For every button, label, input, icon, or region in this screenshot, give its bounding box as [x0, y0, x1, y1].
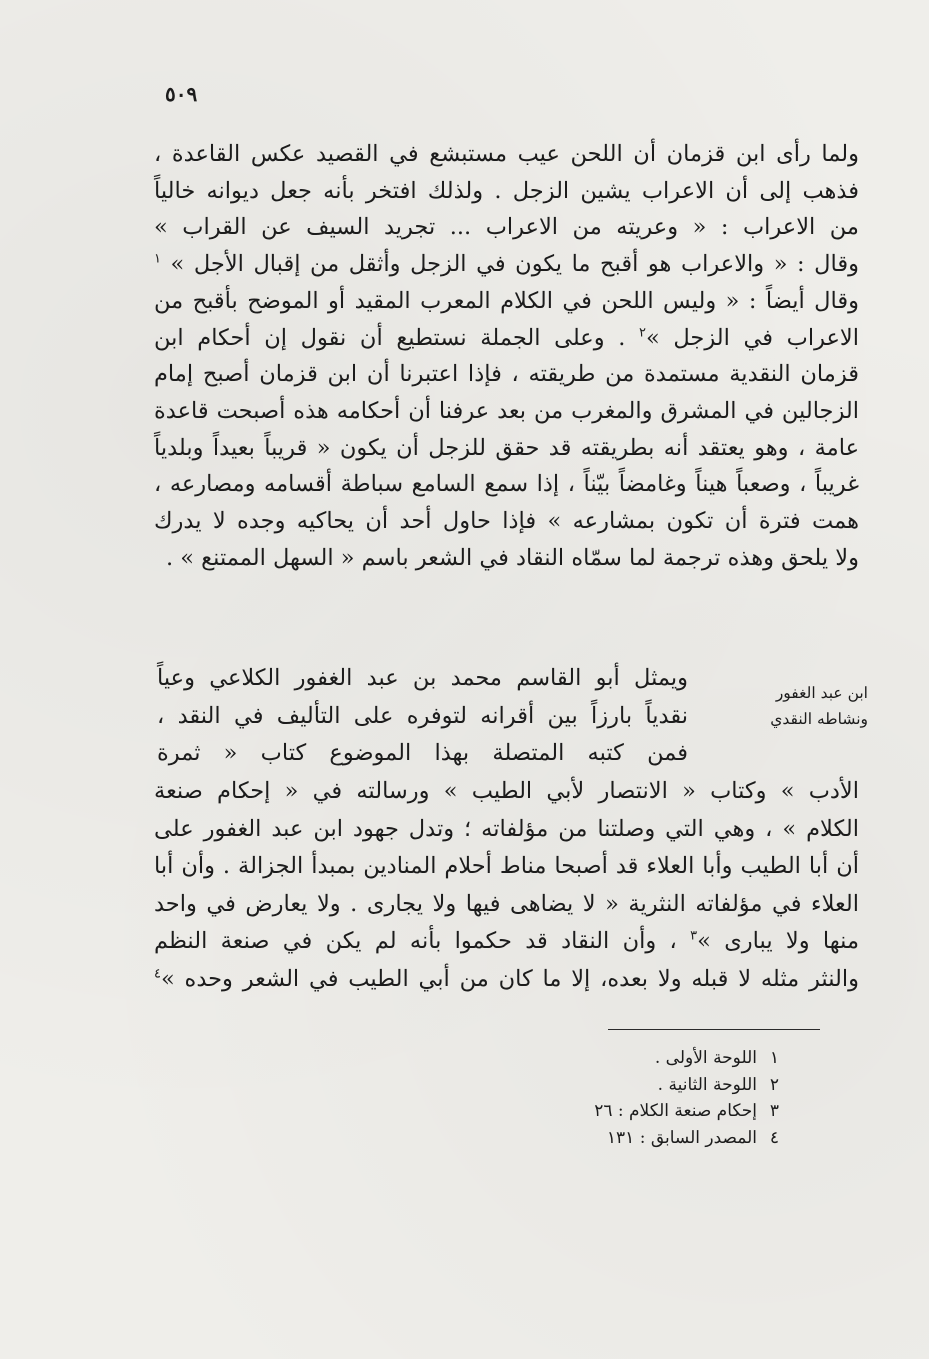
- text-line-with-ref: [154, 923, 859, 961]
- text-line-with-ref: [154, 961, 859, 999]
- paragraph-ibn-abd-al-ghafur-intro: [157, 660, 688, 773]
- footnote-number: ١: [769, 1048, 779, 1068]
- text-line-continuation: ، وأن النقاد قد حكموا بأنه لم يكن في صنعة النظم: [154, 928, 677, 954]
- text-line-with-ref: [154, 320, 859, 357]
- text-line: همت فترة أن تكون بمشارعه » فإذا حاول أحد أن يحاكيه وجده لا يدرك: [154, 508, 859, 535]
- footnote-item: [479, 1125, 779, 1152]
- footnote-text: إحكام صنعة الكلام : ٢٦: [594, 1101, 757, 1121]
- text-line-continuation: . وعلى الجملة نستطيع أن نقول إن أحكام ابن: [154, 324, 626, 351]
- footnote-item: [479, 1072, 779, 1099]
- text-line: منها ولا يبارى »: [697, 928, 859, 954]
- text-line: غريباً ، وصعباً هيناً وغامضاً بيّناً ، إذا سمع السامع سباطة أقسامه ومصارعه ،: [154, 471, 859, 498]
- text-line: الأدب » وكتاب « الانتصار لأبي الطيب » ورسالته في « إحكام صنعة: [154, 778, 859, 804]
- text-line: أن أبا الطيب وأبا العلاء قد أصبحا مناط أحلام المنادين بمبدأ الجزالة . وأن أبا: [154, 853, 859, 879]
- text-line: ويمثل أبو القاسم محمد بن عبد الغفور الكلاعي وعياً: [157, 665, 688, 691]
- paragraph-ibn-quzman: [154, 136, 859, 576]
- text-line: فذهب إلى أن الاعراب يشين الزجل . ولذلك افتخر بأنه جعل ديوانه خالياً: [154, 177, 859, 204]
- footnote-ref-4: ٤: [154, 966, 161, 981]
- footnote-number: ٣: [769, 1101, 779, 1121]
- footnote-item: [479, 1098, 779, 1125]
- footnote-number: ٢: [769, 1074, 779, 1095]
- page-number: ٥٠٩: [165, 82, 198, 106]
- footnote-item: [479, 1045, 779, 1072]
- margin-note: [728, 680, 868, 732]
- text-line: ولا يلحق وهذه ترجمة لما سمّاه النقاد في الشعر باسم « السهل الممتنع » .: [165, 544, 859, 571]
- margin-note-line: ابن عبد الغفور: [775, 684, 868, 702]
- text-line: ولما رأى ابن قزمان أن اللحن عيب مستبشع في القصيد عكس القاعدة ،: [154, 141, 859, 167]
- text-line: نقدياً بارزاً بين أقرانه لتوفره على التأليف في النقد ،: [157, 702, 688, 729]
- footnote-text: اللوحة الأولى .: [654, 1048, 757, 1068]
- text-line: عامة ، وهو يعتقد أنه بطريقته قد حقق للزجل أن يكون « قريباً بعيداً وبلدياً: [154, 434, 859, 461]
- footnote-ref-3: ٣: [690, 928, 698, 944]
- footnote-ref-1: ١: [154, 251, 161, 267]
- footnotes: [479, 1045, 779, 1151]
- text-line: والنثر مثله لا قبله ولا بعده، إلا ما كان من أبي الطيب في الشعر وحده »: [160, 965, 859, 992]
- text-line: الاعراب في الزجل »: [646, 324, 859, 351]
- text-line: العلاء في مؤلفاته النثرية « لا يضاهى فيها ولا يجارى . ولا يعارض في واحد: [154, 890, 859, 917]
- text-line: قزمان النقدية مستمدة من طريقته ، فإذا اعتبرنا أن ابن قزمان أصبح إمام: [154, 361, 859, 388]
- text-line: الكلام » ، وهي التي وصلتنا من مؤلفاته ؛ وتدل جهود ابن عبد الغفور على: [154, 815, 859, 842]
- text-line: فمن كتبه المتصلة بهذا الموضوع كتاب « ثمرة: [157, 740, 688, 766]
- footnote-number: ٤: [769, 1127, 779, 1148]
- footnote-ref-2: ٢: [639, 325, 646, 341]
- text-line-with-ref: [154, 246, 859, 283]
- text-line: الزجالين في المشرق والمغرب من بعد عرفنا أن أحكامه هذه أصبحت قاعدة: [154, 397, 859, 424]
- text-line: وقال أيضاً : « وليس اللحن في الكلام المعرب المقيد أو الموضح بأقبح من: [154, 287, 859, 314]
- footnote-text: اللوحة الثانية .: [657, 1074, 757, 1095]
- text-line: وقال : « والاعراب هو أقبح ما يكون في الزجل وأثقل من إقبال الأجل »: [170, 251, 859, 278]
- footnote-divider: [608, 1029, 820, 1030]
- footnote-text: المصدر السابق : ١٣١: [606, 1127, 757, 1148]
- margin-note-line: ونشاطه النقدي: [770, 710, 868, 728]
- text-line: من الاعراب : « وعريته من الاعراب ... تجريد السيف عن القراب »: [154, 214, 859, 241]
- paragraph-ibn-abd-al-ghafur: [154, 773, 859, 998]
